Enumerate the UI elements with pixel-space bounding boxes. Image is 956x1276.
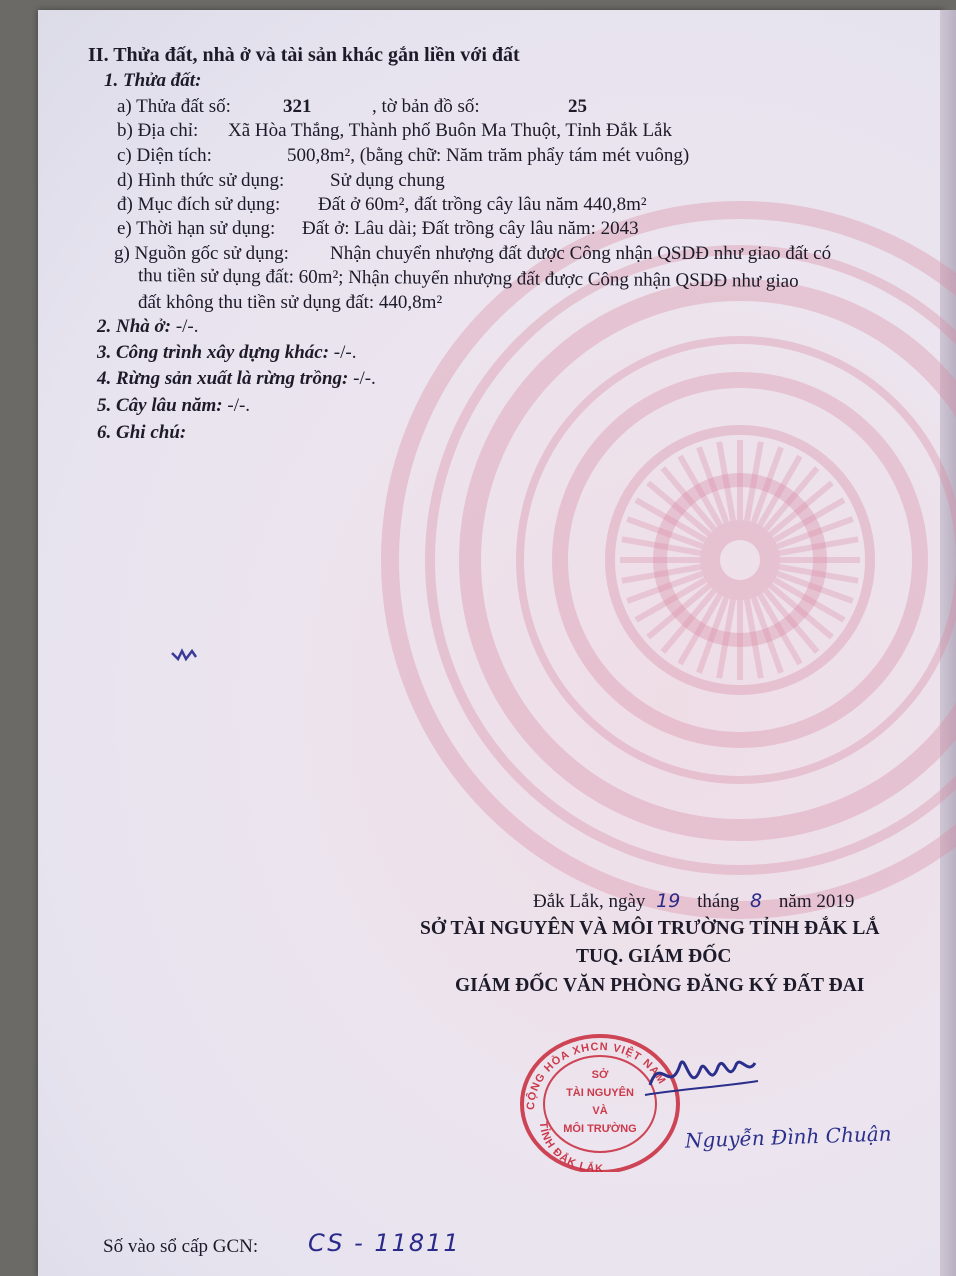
- construction-value: -/-.: [333, 342, 357, 363]
- agency-name: SỞ TÀI NGUYÊN VÀ MÔI TRƯỜNG TỈNH ĐẮK LẮ: [420, 918, 880, 939]
- date-day: 19: [656, 890, 681, 912]
- purpose-value: Đất ở 60m², đất trồng cây lâu năm 440,8m²: [318, 194, 647, 215]
- land-heading: 1. Thửa đất:: [104, 70, 202, 91]
- origin-line-2: thu tiền sử dụng đất: 60m²; Nhận chuyển nhượng đất được Công nhận QSDĐ như giao: [137, 265, 799, 292]
- registry-label: Số vào sổ cấp GCN:: [103, 1236, 259, 1257]
- date-year: năm 2019: [778, 891, 855, 912]
- forest-label: 4. Rừng sản xuất là rừng trồng:: [97, 368, 349, 389]
- stamp-center-3: VÀ: [592, 1105, 608, 1117]
- signature-scribble: [640, 1045, 760, 1105]
- origin-label: g) Nguồn gốc sử dụng:: [114, 243, 289, 264]
- usage-form-label: d) Hình thức sử dụng:: [117, 170, 285, 191]
- stamp-center-2: TÀI NGUYÊN: [566, 1087, 634, 1099]
- drum-watermark-pattern: [380, 200, 956, 920]
- house-value: -/-.: [175, 316, 199, 337]
- date-place: Đắk Lắk, ngày: [533, 891, 646, 912]
- address-label: b) Địa chỉ:: [117, 120, 199, 141]
- construction-item: [97, 342, 356, 364]
- pen-mark-icon: [170, 645, 200, 663]
- notes-label: 6. Ghi chú:: [97, 422, 187, 443]
- section-title: II. Thửa đất, nhà ở và tài sản khác gắn liền với đất: [88, 44, 520, 66]
- map-label: , tờ bản đồ số:: [372, 96, 480, 117]
- date-month: 8: [750, 890, 763, 912]
- signer-name: Nguyễn Đình Chuận: [684, 1121, 892, 1153]
- registry-value: CS - 11811: [308, 1229, 461, 1257]
- map-number: 25: [568, 96, 587, 117]
- position-title: GIÁM ĐỐC VĂN PHÒNG ĐĂNG KÝ ĐẤT ĐAI: [455, 975, 865, 996]
- forest-value: -/-.: [353, 368, 376, 389]
- area-label: c) Diện tích:: [117, 145, 212, 166]
- stamp-ring-text: CỘNG HÒA XHCN VIỆT NAM: [524, 1040, 669, 1111]
- house-item: [97, 316, 199, 338]
- perennial-item: [97, 395, 250, 417]
- usage-form-value: Sử dụng chung: [330, 170, 445, 191]
- date-line: [533, 890, 854, 913]
- origin-line-1: Nhận chuyển nhượng đất được Công nhận QSDĐ như giao đất có: [330, 243, 832, 264]
- term-value: Đất ở: Lâu dài; Đất trồng cây lâu năm: 2043: [302, 218, 639, 239]
- stamp-bottom-text: TỈNH ĐẮK LẮK: [536, 1121, 604, 1172]
- area-value: 500,8m², (bằng chữ: Năm trăm phẩy tám mét vuông): [287, 145, 690, 166]
- term-label: e) Thời hạn sử dụng:: [117, 218, 276, 239]
- construction-label: 3. Công trình xây dựng khác:: [97, 342, 330, 363]
- purpose-label: đ) Mục đích sử dụng:: [117, 194, 281, 215]
- parcel-number: 321: [283, 96, 312, 117]
- parcel-label: a) Thửa đất số:: [117, 96, 231, 117]
- date-month-label: tháng: [697, 891, 740, 912]
- house-label: 2. Nhà ở:: [97, 316, 172, 337]
- delegation: TUQ. GIÁM ĐỐC: [576, 946, 732, 967]
- perennial-label: 5. Cây lâu năm:: [97, 395, 223, 416]
- origin-line-3: đất không thu tiền sử dụng đất: 440,8m²: [138, 292, 443, 313]
- address-value: Xã Hòa Thắng, Thành phố Buôn Ma Thuột, Tỉnh Đắk Lắk: [228, 120, 672, 141]
- stamp-center-1: SỞ: [591, 1069, 609, 1081]
- perennial-value: -/-.: [227, 395, 251, 416]
- stamp-center-4: MÔI TRƯỜNG: [563, 1123, 637, 1135]
- forest-item: [97, 368, 376, 390]
